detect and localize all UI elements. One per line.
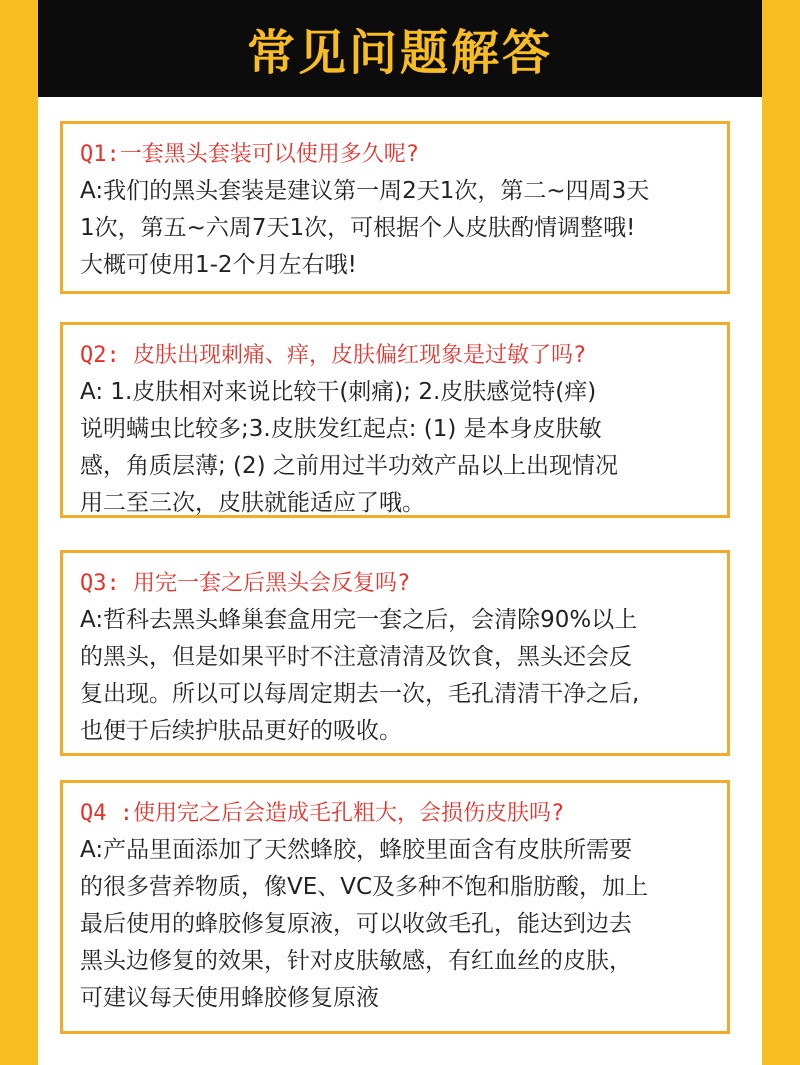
faq-answer-line: A:哲科去黑头蜂巢套盒用完一套之后，会清除90%以上 bbox=[80, 607, 638, 633]
faq-item-q4 bbox=[60, 780, 730, 1034]
faq-answer-line: A: 1.皮肤相对来说比较干(刺痛); 2.皮肤感觉特(痒) bbox=[80, 379, 597, 405]
faq-answer-line: 用二至三次，皮肤就能适应了哦。 bbox=[80, 490, 425, 516]
faq-answer-line: 复出现。所以可以每周定期去一次，毛孔清清干净之后, bbox=[80, 681, 640, 707]
faq-question: Q3: 用完一套之后黑头会反复吗? bbox=[80, 571, 411, 596]
faq-answer-line: A:我们的黑头套装是建议第一周2天1次，第二~四周3天 bbox=[80, 178, 650, 204]
faq-answer-line: 最后使用的蜂胶修复原液，可以收敛毛孔，能达到边去 bbox=[80, 911, 632, 937]
header-banner bbox=[38, 0, 762, 97]
faq-answer bbox=[80, 173, 727, 284]
faq-answer-line: 说明螨虫比较多;3.皮肤发红起点: (1) 是本身皮肤敏 bbox=[80, 416, 602, 442]
faq-answer bbox=[80, 374, 727, 522]
faq-answer-line: 也便于后续护肤品更好的吸收。 bbox=[80, 718, 402, 744]
faq-answer-line: 感，角质层薄; (2) 之前用过半功效产品以上出现情况 bbox=[80, 453, 618, 479]
faq-answer-line: 的很多营养物质，像VE、VC及多种不饱和脂肪酸，加上 bbox=[80, 874, 649, 900]
faq-answer-line: 黑头边修复的效果，针对皮肤敏感，有红血丝的皮肤， bbox=[80, 948, 632, 974]
faq-answer-line: 可建议每天使用蜂胶修复原液 bbox=[80, 985, 379, 1011]
faq-answer-line: A:产品里面添加了天然蜂胶，蜂胶里面含有皮肤所需要 bbox=[80, 837, 633, 863]
faq-item-q3 bbox=[60, 550, 730, 756]
faq-answer bbox=[80, 832, 727, 1017]
page-title: 常见问题解答 bbox=[246, 25, 553, 81]
faq-question: Q1:一套黑头套装可以使用多久呢? bbox=[80, 142, 419, 167]
faq-item-q1 bbox=[60, 121, 730, 294]
faq-answer-line: 1次，第五~六周7天1次，可根据个人皮肤酌情调整哦! bbox=[80, 215, 636, 241]
faq-item-q2 bbox=[60, 322, 730, 518]
faq-question: Q2: 皮肤出现刺痛、痒，皮肤偏红现象是过敏了吗? bbox=[80, 343, 587, 368]
faq-answer-line: 的黑头，但是如果平时不注意清清及饮食，黑头还会反 bbox=[80, 644, 632, 670]
faq-answer bbox=[80, 602, 727, 750]
faq-question: Q4 :使用完之后会造成毛孔粗大，会损伤皮肤吗? bbox=[80, 801, 565, 826]
faq-answer-line: 大概可使用1-2个月左右哦! bbox=[80, 252, 357, 278]
content-panel bbox=[38, 0, 762, 1065]
